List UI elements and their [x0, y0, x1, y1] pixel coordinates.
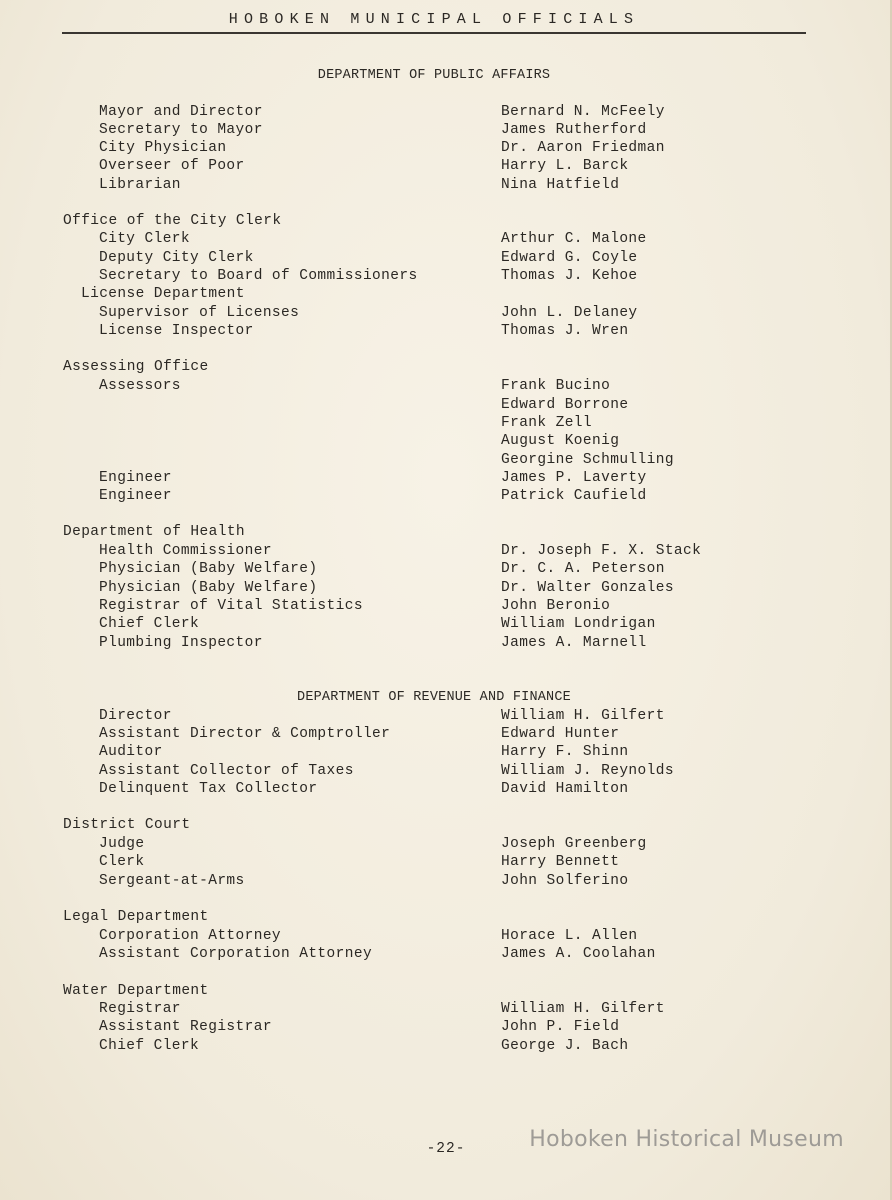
official-name: Nina Hatfield — [501, 177, 620, 193]
page-header: HOBOKEN MUNICIPAL OFFICIALS — [62, 8, 806, 34]
official-name: Arthur C. Malone — [501, 231, 647, 247]
office-heading-row — [0, 523, 892, 541]
office-heading-row — [0, 212, 892, 230]
official-name: Harry Bennett — [501, 854, 620, 870]
official-title: Supervisor of Licenses — [99, 305, 300, 321]
table-row — [0, 927, 892, 945]
official-name: John P. Field — [501, 1019, 620, 1035]
official-title: Librarian — [99, 177, 181, 193]
official-name: Frank Zell — [501, 415, 593, 431]
official-name: Horace L. Allen — [501, 928, 638, 944]
table-row — [0, 230, 892, 248]
official-title: Assessors — [99, 378, 181, 394]
official-name: August Koenig — [501, 433, 620, 449]
official-title: Physician (Baby Welfare) — [99, 561, 318, 577]
official-title: City Clerk — [99, 231, 191, 247]
official-name: Dr. Joseph F. X. Stack — [501, 543, 702, 559]
section-title-revenue-finance: DEPARTMENT OF REVENUE AND FINANCE — [297, 690, 571, 705]
table-row — [0, 872, 892, 890]
table-row — [0, 304, 892, 322]
official-title: Secretary to Mayor — [99, 122, 263, 138]
office-heading-row — [0, 908, 892, 926]
official-name: Joseph Greenberg — [501, 836, 647, 852]
table-row — [0, 853, 892, 871]
table-row — [0, 432, 892, 450]
table-row — [0, 469, 892, 487]
office-heading-row — [0, 358, 892, 376]
official-title: Deputy City Clerk — [99, 250, 254, 266]
official-title: Mayor and Director — [99, 104, 263, 120]
office-heading: Office of the City Clerk — [63, 213, 282, 229]
official-title: Director — [99, 708, 172, 724]
official-name: James A. Marnell — [501, 635, 647, 651]
official-title: Registrar of Vital Statistics — [99, 598, 363, 614]
table-row — [0, 267, 892, 285]
official-name: James A. Coolahan — [501, 946, 656, 962]
official-title: Sergeant-at-Arms — [99, 873, 245, 889]
official-title: Delinquent Tax Collector — [99, 781, 318, 797]
official-title: Auditor — [99, 744, 163, 760]
office-subheading: License Department — [81, 286, 245, 302]
official-title: License Inspector — [99, 323, 254, 339]
official-name: George J. Bach — [501, 1038, 629, 1054]
official-name: James Rutherford — [501, 122, 647, 138]
table-row — [0, 249, 892, 267]
official-title: Engineer — [99, 488, 172, 504]
official-name: William H. Gilfert — [501, 708, 665, 724]
official-name: Harry L. Barck — [501, 158, 629, 174]
official-title: Chief Clerk — [99, 616, 200, 632]
table-row — [0, 780, 892, 798]
official-title: Registrar — [99, 1001, 181, 1017]
table-row — [0, 1018, 892, 1036]
official-title: Clerk — [99, 854, 145, 870]
table-row — [0, 121, 892, 139]
official-name: Dr. Walter Gonzales — [501, 580, 674, 596]
table-row — [0, 377, 892, 395]
official-title: Secretary to Board of Commissioners — [99, 268, 418, 284]
official-title: Physician (Baby Welfare) — [99, 580, 318, 596]
official-name: James P. Laverty — [501, 470, 647, 486]
office-heading: District Court — [63, 817, 191, 833]
table-row — [0, 725, 892, 743]
official-name: William Londrigan — [501, 616, 656, 632]
section-title-public-affairs: DEPARTMENT OF PUBLIC AFFAIRS — [317, 68, 551, 83]
official-name: Thomas J. Wren — [501, 323, 629, 339]
table-row — [0, 322, 892, 340]
official-name: David Hamilton — [501, 781, 629, 797]
official-title: Engineer — [99, 470, 172, 486]
official-name: Patrick Caufield — [501, 488, 647, 504]
official-name: Bernard N. McFeely — [501, 104, 665, 120]
official-name: Edward Borrone — [501, 397, 629, 413]
official-title: Overseer of Poor — [99, 158, 245, 174]
page-number: -22- — [426, 1141, 466, 1157]
official-name: Harry F. Shinn — [501, 744, 629, 760]
official-name: John Solferino — [501, 873, 629, 889]
official-name: Dr. C. A. Peterson — [501, 561, 665, 577]
table-row — [0, 762, 892, 780]
official-title: Corporation Attorney — [99, 928, 282, 944]
table-row — [0, 743, 892, 761]
official-name: William J. Reynolds — [501, 763, 674, 779]
table-row — [0, 542, 892, 560]
table-row — [0, 945, 892, 963]
table-row — [0, 176, 892, 194]
office-heading: Legal Department — [63, 909, 209, 925]
official-name: Thomas J. Kehoe — [501, 268, 638, 284]
table-row — [0, 615, 892, 633]
museum-watermark: Hoboken Historical Museum — [529, 1127, 844, 1152]
office-heading: Assessing Office — [63, 359, 209, 375]
office-heading: Department of Health — [63, 524, 246, 540]
official-name: Georgine Schmulling — [501, 452, 674, 468]
official-name: Frank Bucino — [501, 378, 611, 394]
official-title: Plumbing Inspector — [99, 635, 263, 651]
table-row — [0, 597, 892, 615]
official-title: Health Commissioner — [99, 543, 272, 559]
official-title: Judge — [99, 836, 145, 852]
table-row — [0, 835, 892, 853]
official-name: John Beronio — [501, 598, 611, 614]
office-heading-row — [0, 982, 892, 1000]
table-row — [0, 103, 892, 121]
office-heading-row — [0, 285, 892, 303]
official-title: Assistant Director & Comptroller — [99, 726, 391, 742]
official-title: Assistant Corporation Attorney — [99, 946, 373, 962]
table-row — [0, 560, 892, 578]
office-heading: Water Department — [63, 983, 209, 999]
table-row — [0, 451, 892, 469]
official-name: Edward Hunter — [501, 726, 620, 742]
table-row — [0, 487, 892, 505]
official-title: Assistant Registrar — [99, 1019, 272, 1035]
table-row — [0, 1037, 892, 1055]
table-row — [0, 139, 892, 157]
table-row — [0, 396, 892, 414]
table-row — [0, 707, 892, 725]
table-row — [0, 634, 892, 652]
official-name: Dr. Aaron Friedman — [501, 140, 665, 156]
official-title: Chief Clerk — [99, 1038, 200, 1054]
table-row — [0, 414, 892, 432]
official-name: John L. Delaney — [501, 305, 638, 321]
official-name: Edward G. Coyle — [501, 250, 638, 266]
office-heading-row — [0, 816, 892, 834]
official-title: Assistant Collector of Taxes — [99, 763, 354, 779]
official-title: City Physician — [99, 140, 227, 156]
table-row — [0, 1000, 892, 1018]
table-row — [0, 157, 892, 175]
table-row — [0, 579, 892, 597]
official-name: William H. Gilfert — [501, 1001, 665, 1017]
